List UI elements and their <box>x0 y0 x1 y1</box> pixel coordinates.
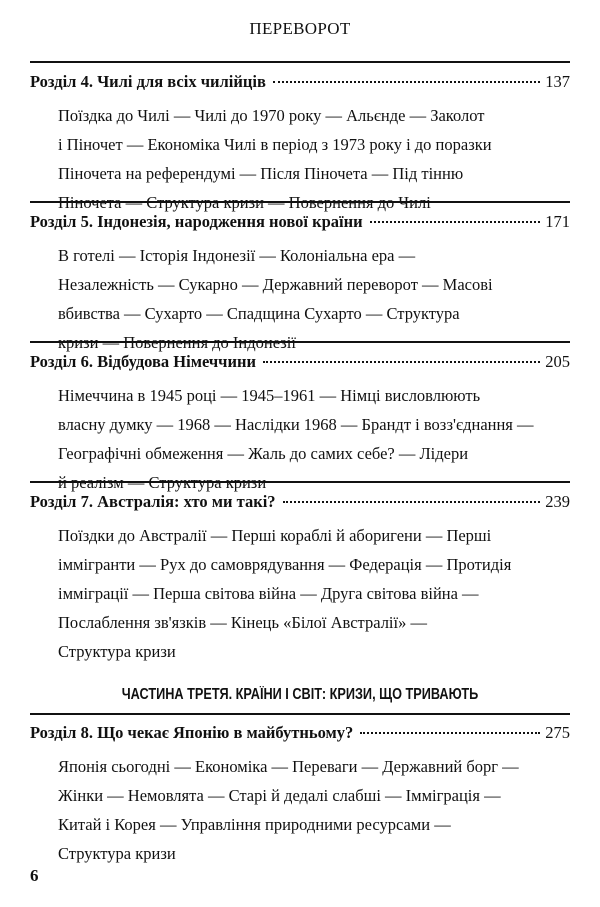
summary-line: В готелі — Історія Індонезії — Колоніальна ера — <box>58 246 416 265</box>
summary-line: Структура кризи <box>58 642 176 661</box>
chapter-heading-line <box>30 212 570 232</box>
section-divider <box>30 481 570 483</box>
chapter-heading-line <box>30 492 570 512</box>
chapter-summary <box>58 101 570 217</box>
chapter-heading-line <box>30 72 570 92</box>
toc-entry-chapter-6 <box>30 352 570 497</box>
dot-leader <box>360 732 540 734</box>
summary-line: іммігранти — Рух до самоврядування — Федерація — Протидія <box>58 555 512 574</box>
summary-line: Поїздки до Австралії — Перші кораблі й аборигени — Перші <box>58 526 492 545</box>
chapter-heading-line <box>30 723 570 743</box>
summary-line: й реалізм — Структура кризи <box>58 473 267 492</box>
toc-entry-chapter-5 <box>30 212 570 357</box>
dot-leader <box>273 81 540 83</box>
chapter-summary <box>58 752 570 868</box>
chapter-summary <box>58 241 570 357</box>
dot-leader <box>263 361 540 363</box>
chapter-heading-line <box>30 352 570 372</box>
summary-line: власну думку — 1968 — Наслідки 1968 — Брандт і возз'єднання — <box>58 415 534 434</box>
chapter-summary <box>58 521 570 666</box>
chapter-title: Розділ 6. Відбудова Німеччини <box>30 352 257 371</box>
summary-line: Незалежність — Сукарно — Державний переворот — Масові <box>58 275 493 294</box>
toc-entry-chapter-4 <box>30 72 570 217</box>
summary-line: вбивства — Сухарто — Спадщина Сухарто — Структура <box>58 304 460 323</box>
chapter-page-number: 239 <box>545 492 570 511</box>
summary-line: Піночета на референдумі — Після Піночета — Під тінню <box>58 164 464 183</box>
summary-line: і Піночет — Економіка Чилі в період з 1973 року і до поразки <box>58 135 492 154</box>
running-head: ПЕРЕВОРОТ <box>249 19 351 38</box>
dot-leader <box>283 501 541 503</box>
toc-entry-chapter-8 <box>30 723 570 868</box>
chapter-page-number: 137 <box>545 72 570 91</box>
chapter-title: Розділ 8. Що чекає Японію в майбутньому? <box>30 723 354 742</box>
summary-line: Географічні обмеження — Жаль до самих себе? — Лідери <box>58 444 469 463</box>
summary-line: Поїздка до Чилі — Чилі до 1970 року — Альєнде — Заколот <box>58 106 485 125</box>
section-divider <box>30 341 570 343</box>
part-heading: ЧАСТИНА ТРЕТЯ. КРАЇНИ І СВІТ: КРИЗИ, ЩО ТРИВАЮТЬ <box>121 686 479 703</box>
summary-line: Німеччина в 1945 році — 1945–1961 — Німці висловлюють <box>58 386 481 405</box>
section-divider <box>30 61 570 63</box>
chapter-page-number: 205 <box>545 352 570 371</box>
chapter-page-number: 275 <box>545 723 570 742</box>
dot-leader <box>370 221 541 223</box>
chapter-page-number: 171 <box>545 212 570 231</box>
summary-line: імміграції — Перша світова війна — Друга світова війна — <box>58 584 479 603</box>
summary-line: Японія сьогодні — Економіка — Переваги — Державний борг — <box>58 757 519 776</box>
section-divider <box>30 201 570 203</box>
chapter-summary <box>58 381 570 497</box>
chapter-title: Розділ 4. Чилі для всіх чилійців <box>30 72 266 91</box>
chapter-title: Розділ 7. Австралія: хто ми такі? <box>30 492 276 511</box>
section-divider <box>30 713 570 715</box>
summary-line: Структура кризи <box>58 844 176 863</box>
toc-entry-chapter-7 <box>30 492 570 666</box>
summary-line: Послаблення зв'язків — Кінець «Білої Австралії» — <box>58 613 427 632</box>
chapter-title: Розділ 5. Індонезія, народження нової країни <box>30 212 363 231</box>
summary-line: Китай і Корея — Управління природними ресурсами — <box>58 815 451 834</box>
summary-line: кризи — Повернення до Індонезії <box>58 333 296 352</box>
page-number: 6 <box>30 866 39 885</box>
summary-line: Піночета — Структура кризи — Повернення до Чилі <box>58 193 431 212</box>
summary-line: Жінки — Немовлята — Старі й дедалі слабші — Імміграція — <box>58 786 501 805</box>
